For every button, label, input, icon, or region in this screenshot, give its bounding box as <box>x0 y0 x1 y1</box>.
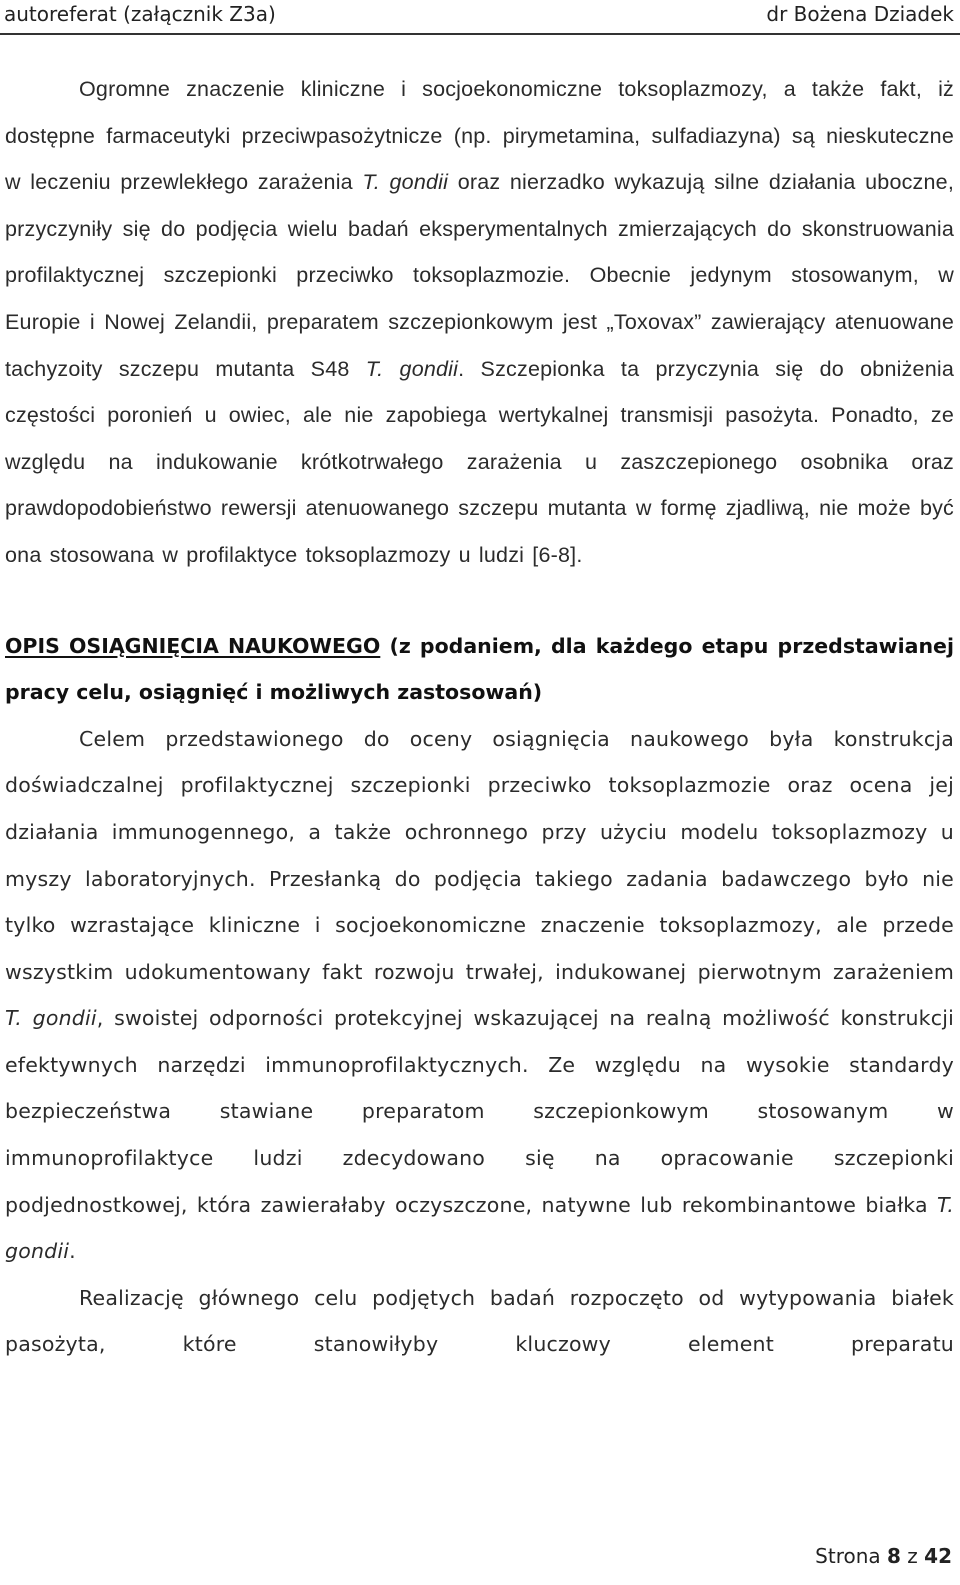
species-name: T. gondii <box>365 356 459 381</box>
paragraph-research-goal <box>5 716 954 1275</box>
paragraph-text: . Szczepionka ta przyczynia się do obniżenia częstości poronień u owiec, ale nie zapobiega wertykalnej transmisji pasożyta. Ponadto, ze względu na indukowanie krótkotrwałego zarażenia u zaszczepionego osobnika oraz prawdopodobieństwo rewersji atenuowanego szczepu mutanta w formę zjadliwą, nie może być ona stosowana w profilaktyce toksoplazmozy u ludzi [6-8]. <box>5 356 954 567</box>
species-name: T. gondii <box>362 170 449 195</box>
paragraph-text: . <box>69 1239 76 1264</box>
section-heading <box>5 623 954 716</box>
page-number <box>815 1544 952 1568</box>
header-document-label: autoreferat (załącznik Z3a) <box>4 2 276 26</box>
paragraph-text: Ogromne znaczenie kliniczne i socjoekonomiczne toksoplazmozy, a także fakt, iż dostępne farmaceutyki przeciwpasożytnicze (np. pirymetamina, sulfadiazyna) są nieskuteczne w leczeniu przewlekłego zarażenia <box>5 77 954 195</box>
section-heading-title: OPIS OSIĄGNIĘCIA NAUKOWEGO <box>5 633 381 658</box>
species-name: T. gondii <box>5 1006 97 1031</box>
paragraph-toxoplasmosis-significance <box>5 66 954 579</box>
paragraph-text: oraz nierzadko wykazują silne działania uboczne, przyczyniły się do podjęcia wielu badań eksperymentalnych zmierzających do skonstruowania profilaktycznej szczepionki przeciwko toksoplazmozie. <box>5 170 954 288</box>
document-body <box>5 66 954 1368</box>
current-page: 8 <box>887 1544 901 1568</box>
species-name: T. gondii <box>5 1192 954 1264</box>
page-number-separator: z <box>900 1544 925 1568</box>
section-heading-subtitle: (z podaniem, dla każdego etapu przedstawianej pracy celu, osiągnięć i możliwych zastosowań) <box>5 633 954 705</box>
paragraph-text: , swoistej odporności protekcyjnej wskazującej na realną możliwość konstrukcji efektywnych narzędzi immunoprofilaktycznych. Ze względu na wysokie standardy bezpieczeństwa stawiane preparatom szczepionkowym stosowanym w immunoprofilaktyce ludzi zdecydowano się na opracowanie szczepionki podjednostkowej, która zawierałaby oczyszczone, natywne lub rekombinantowe białka <box>5 1006 954 1217</box>
total-pages: 42 <box>924 1544 952 1568</box>
header-author: dr Bożena Dziadek <box>766 2 954 26</box>
page-header <box>0 0 960 36</box>
paragraph-realization <box>5 1275 954 1368</box>
header-divider <box>0 33 960 35</box>
page-number-prefix: Strona <box>815 1544 888 1568</box>
paragraph-text: Realizację głównego celu podjętych badań rozpoczęto od wytypowania białek pasożyta, które stanowiłyby kluczowy element preparatu <box>5 1285 954 1357</box>
paragraph-text: Celem przedstawionego do oceny osiągnięcia naukowego była konstrukcja doświadczalnej profilaktycznej szczepionki przeciwko toksoplazmozie oraz ocena jej działania immunogennego, a także ochronnego przy użyciu modelu toksoplazmozy u myszy laboratoryjnych. Przesłanką do podjęcia takiego zadania badawczego było nie tylko wzrastające kliniczne i socjoekonomiczne znaczenie toksoplazmozy, ale przede wszystkim udokumentowany fakt rozwoju trwałej, indukowanej pierwotnym zarażeniem <box>5 726 954 984</box>
paragraph-text: Obecnie jedynym stosowanym, w Europie i Nowej Zelandii, preparatem szczepionkowym jest „Toxovax” zawierający atenuowane tachyzoity szczepu mutanta S48 <box>5 263 954 381</box>
